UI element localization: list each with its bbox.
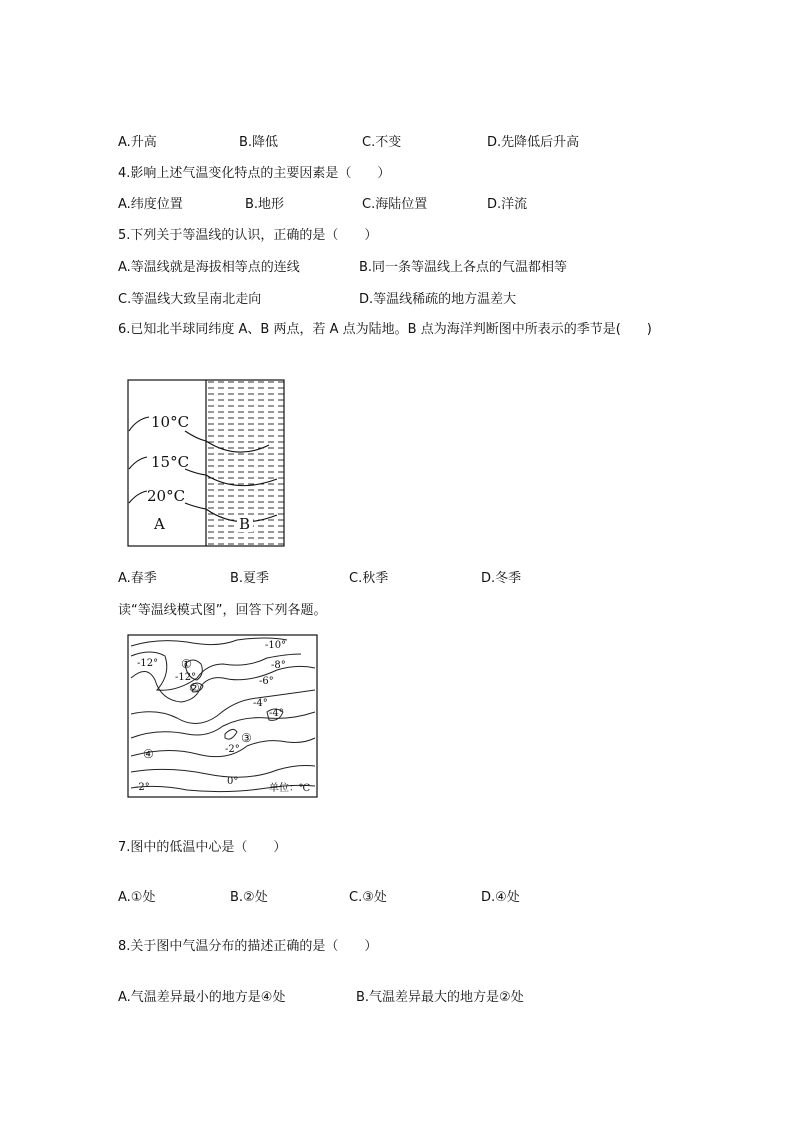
q4-option-c: C.海陆位置 <box>362 197 428 212</box>
q4-option-b: B.地形 <box>245 197 285 212</box>
marker-2: ② <box>189 681 200 695</box>
q6-option-d: D.冬季 <box>481 571 522 586</box>
label-10c: 10°C <box>151 413 190 431</box>
q8-option-b: B.气温差异最大的地方是②处 <box>356 990 524 1005</box>
label-20c: 20°C <box>147 487 186 505</box>
q7-option-d: D.④处 <box>481 890 520 905</box>
q6-stem: 6.已知北半球同纬度 A、B 两点，若 A 点为陆地。B 点为海洋判断图中所表示的季节是( ) <box>118 322 652 337</box>
label-minus6: -6° <box>259 676 274 687</box>
isotherm-map <box>127 634 319 799</box>
q8-option-a: A.气温差异最小的地方是④处 <box>118 990 286 1005</box>
marker-1: ① <box>181 657 192 671</box>
label-minus8: -8° <box>271 660 286 671</box>
q4-stem: 4.影响上述气温变化特点的主要因素是（ ） <box>118 166 391 181</box>
marker-4: ④ <box>143 747 154 761</box>
label-minus12-center: -12° <box>175 672 197 683</box>
marker-3: ③ <box>241 731 252 745</box>
point-b-label: B <box>239 515 251 533</box>
label-15c: 15°C <box>151 453 190 471</box>
label-minus4: -4° <box>253 698 268 709</box>
unit-label: 单位：℃ <box>269 783 311 794</box>
q6-option-a: A.春季 <box>118 571 157 586</box>
q5-option-c: C.等温线大致呈南北走向 <box>118 292 262 307</box>
q3-option-c: C.不变 <box>362 135 402 150</box>
label-minus10: -10° <box>265 640 287 651</box>
point-a-label: A <box>154 515 165 533</box>
q3-option-d: D.先降低后升高 <box>487 135 580 150</box>
section-intro: 读“等温线模式图”，回答下列各题。 <box>118 603 327 618</box>
q3-option-b: B.降低 <box>239 135 279 150</box>
label-minus12-left: -12° <box>137 658 159 669</box>
label-minus2: -2° <box>225 744 240 755</box>
label-zero: 0° <box>227 776 239 787</box>
q4-option-d: D.洋流 <box>487 197 528 212</box>
q8-stem: 8.关于图中气温分布的描述正确的是（ ） <box>118 939 378 954</box>
q7-option-b: B.②处 <box>230 890 268 905</box>
land-sea-isotherm-figure <box>127 379 287 549</box>
q7-option-c: C.③处 <box>349 890 387 905</box>
q5-option-b: B.同一条等温线上各点的气温都相等 <box>359 260 568 275</box>
q5-option-d: D.等温线稀疏的地方温差大 <box>359 292 517 307</box>
q5-stem: 5.下列关于等温线的认识，正确的是（ ） <box>118 228 378 243</box>
q6-option-b: B.夏季 <box>230 571 270 586</box>
q4-option-a: A.纬度位置 <box>118 197 183 212</box>
label-minus2-bottom: -2° <box>135 782 150 793</box>
label-minus4-island: -4° <box>269 708 284 719</box>
q7-option-a: A.①处 <box>118 890 156 905</box>
q3-option-a: A.升高 <box>118 135 157 150</box>
q5-option-a: A.等温线就是海拔相等点的连线 <box>118 260 300 275</box>
q7-stem: 7.图中的低温中心是（ ） <box>118 840 287 855</box>
q6-option-c: C.秋季 <box>349 571 389 586</box>
